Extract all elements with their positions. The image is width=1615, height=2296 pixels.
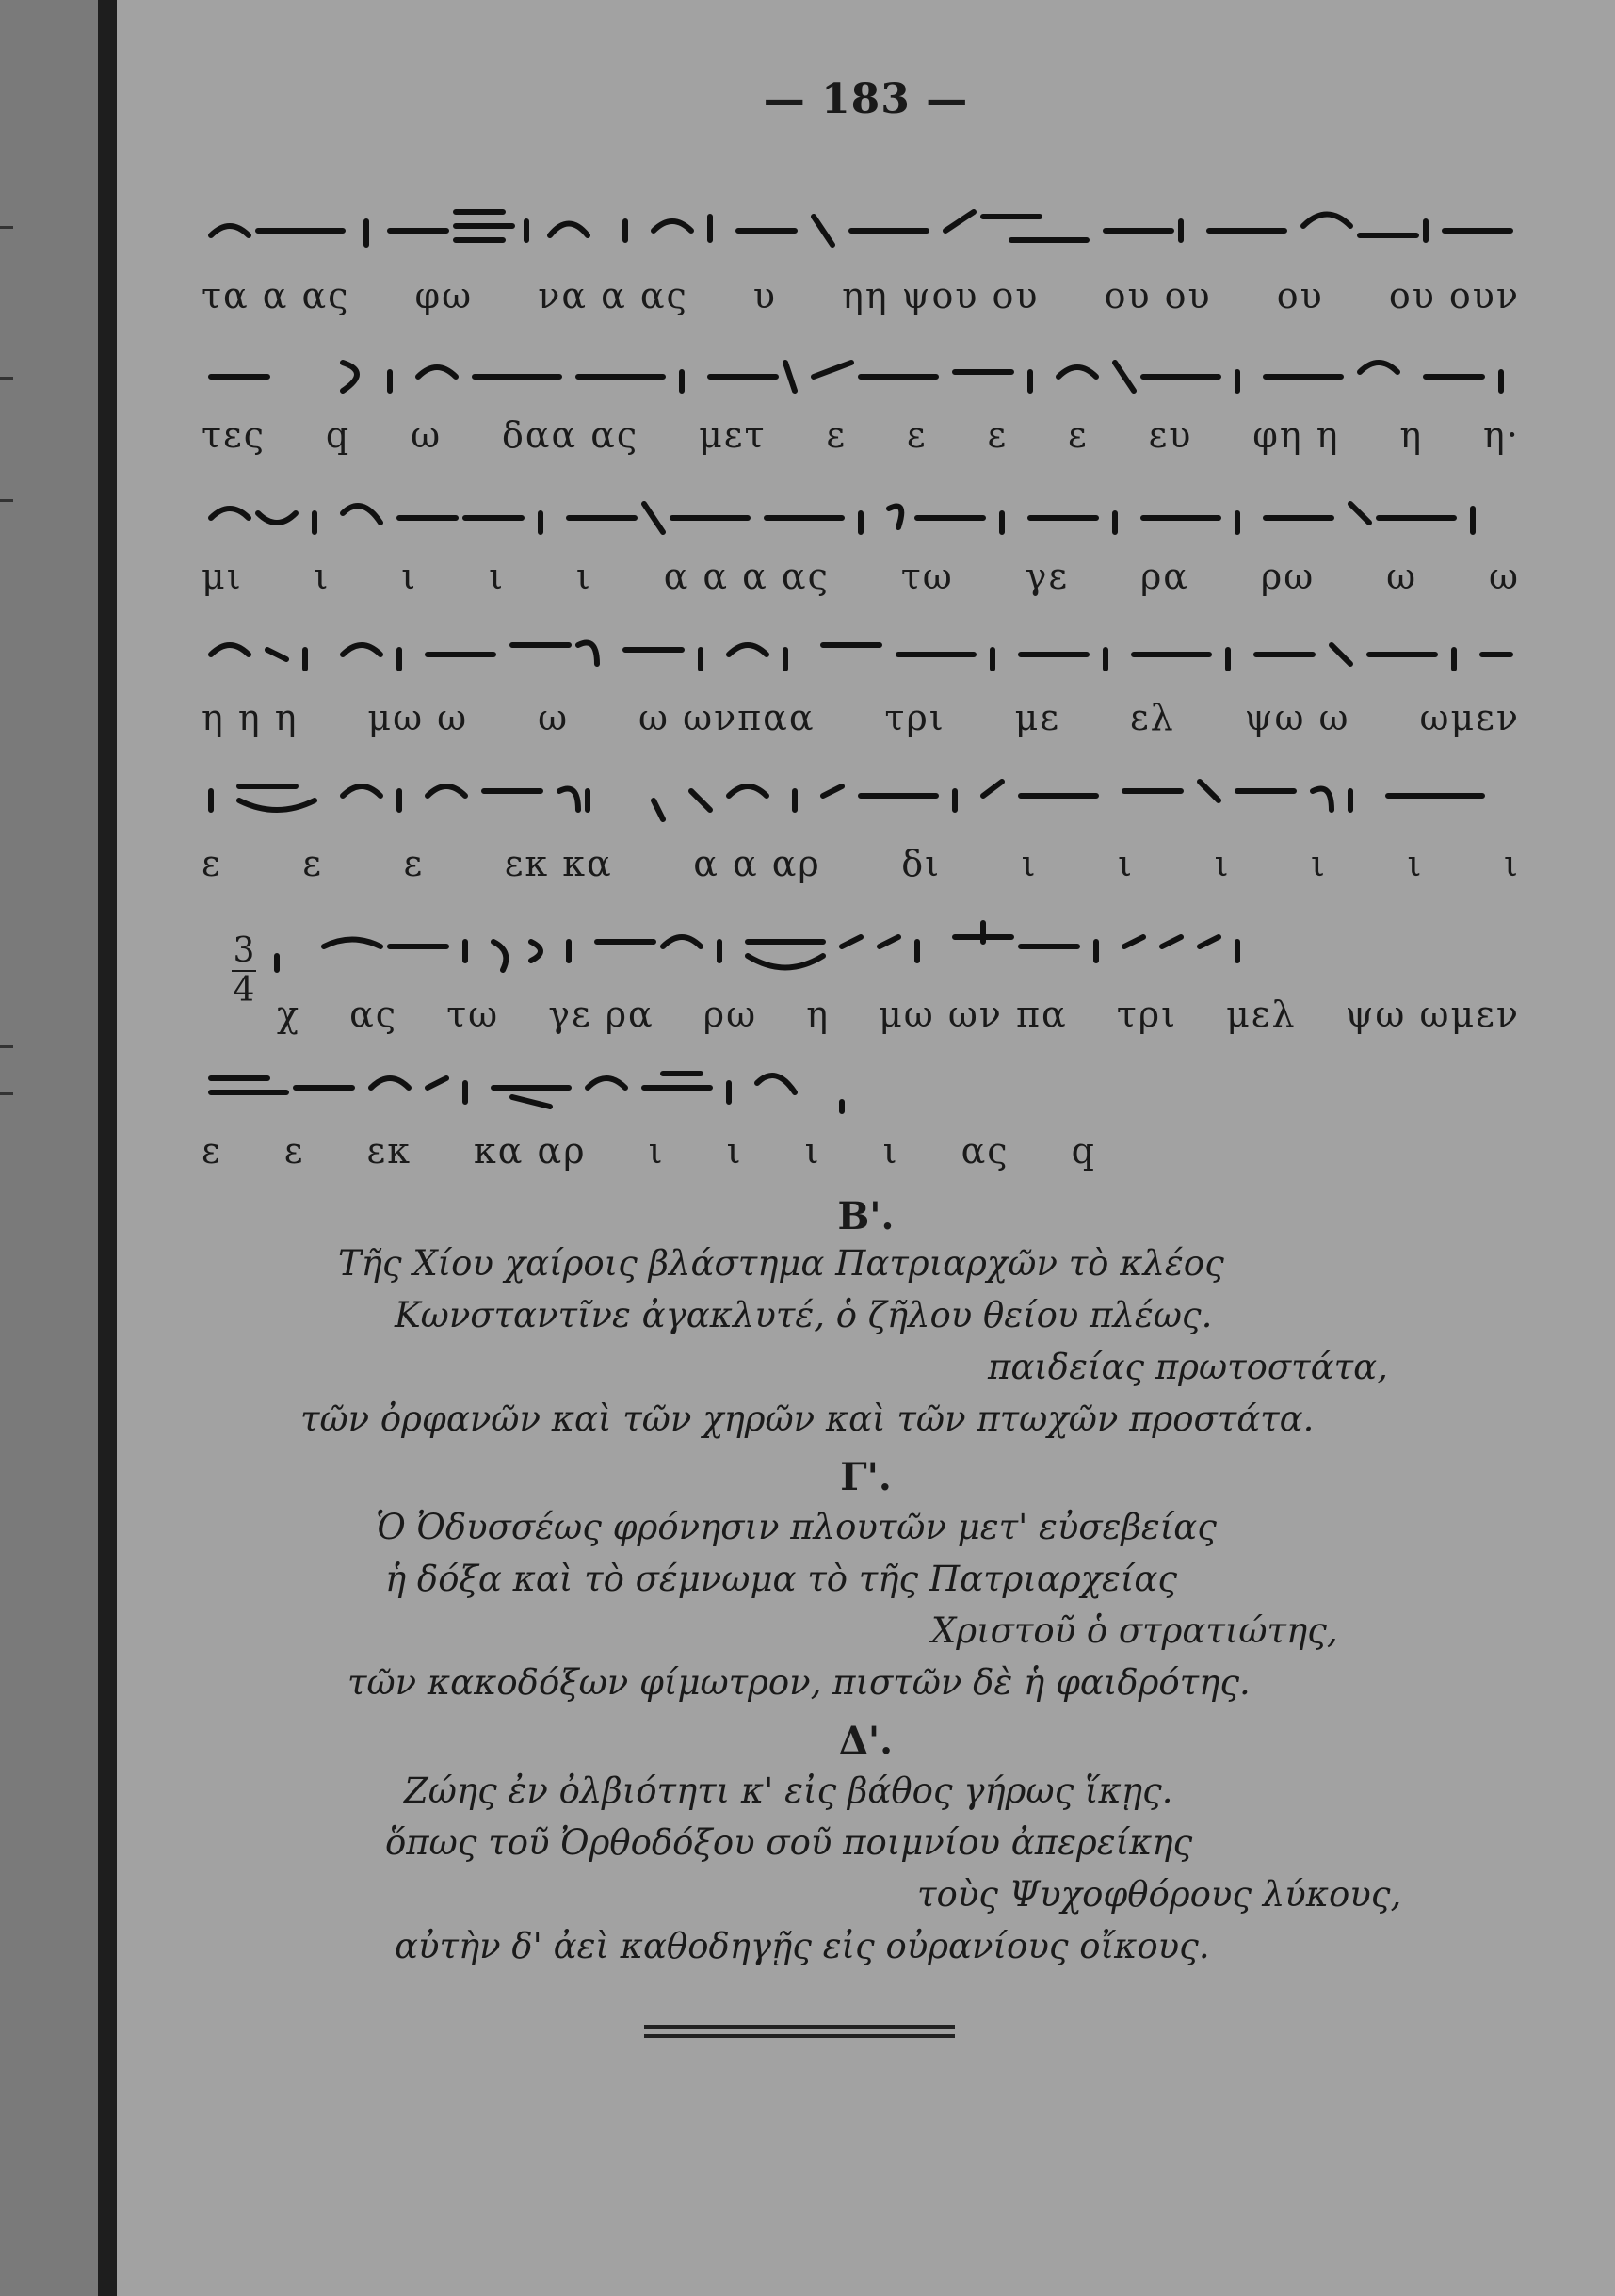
lyric-line [202,843,1520,886]
syllable: η [806,994,830,1035]
syllable: q [325,414,351,456]
stanza-heading: Γ'. [840,1455,892,1499]
syllable: ι [401,556,418,597]
syllable: η [1399,414,1424,456]
neume-line [202,612,1520,687]
syllable: δι [901,843,942,884]
syllable: ι [489,556,505,597]
closing-rule [644,2025,955,2029]
adjacent-page-margin [0,0,99,2296]
syllable: ι [1021,843,1038,884]
syllable: ω [1488,556,1520,597]
syllable: ι [1311,843,1327,884]
syllable: ω [411,414,443,456]
syllable: ε [906,414,928,456]
time-signature-numerator: 3 [233,931,255,970]
neume-line [202,188,1520,264]
verse-line: Χριστοῦ ὁ στρατιώτης, [931,1610,1338,1651]
syllable: ε [987,414,1009,456]
verse-line: παιδείας πρωτοστάτα, [988,1347,1388,1387]
syllable: να α ας [538,275,688,316]
syllable: ψω ωμεν [1345,994,1520,1035]
syllable: τω [900,556,954,597]
syllable: τρι [884,697,945,738]
neume-line [202,476,1520,551]
syllable: α α αρ [693,843,821,884]
lyric-line [202,414,1520,458]
syllable: ου ου [1104,275,1212,316]
syllable: ου ουν [1388,275,1520,316]
syllable: ρω [1260,556,1316,597]
syllable: ι [314,556,331,597]
verse-line: Τῆς Χίου χαίροις βλάστημα Πατριαρχῶν τὸ κλέος [338,1243,1224,1284]
verse-line: τῶν ὀρφανῶν καὶ τῶν χηρῶν καὶ τῶν πτωχῶν προστάτα. [300,1399,1315,1439]
syllable: ι [804,1130,821,1172]
lyric-line [277,994,1520,1037]
syllable: ι [726,1130,743,1172]
syllable: η· [1483,414,1520,456]
margin-mark [0,499,13,502]
verse-line: Ὁ Ὀδυσσέως φρόνησιν πλουτῶν μετ' εὐσεβείας [376,1507,1217,1547]
closing-rule [644,2034,955,2038]
margin-mark [0,377,13,380]
syllable: ε [403,843,425,884]
syllable: φη η [1252,414,1340,456]
syllable: q [1071,1130,1096,1172]
lyric-line [202,275,1520,318]
syllable: μετ [699,414,767,456]
syllable: με [1014,697,1061,738]
syllable: εκ [366,1130,412,1172]
syllable: ω [538,697,570,738]
lyric-line [202,1130,1096,1173]
syllable: μι [202,556,243,597]
page-number: — 183 — [763,75,969,123]
syllable: τρι [1116,994,1177,1035]
syllable: ι [648,1130,665,1172]
lyric-line [202,697,1520,740]
syllable: μω ω [367,697,469,738]
syllable: φω [414,275,474,316]
syllable: ε [202,1130,222,1172]
syllable: ρα [1139,556,1189,597]
syllable: ι [1118,843,1135,884]
verse-line: Κωνσταντῖνε ἀγακλυτέ, ὁ ζῆλου θείου πλέως. [395,1295,1213,1335]
syllable: τες [202,414,266,456]
neume-line [202,904,1520,979]
syllable: ας [961,1130,1009,1172]
verse-line: Ζώης ἐν ὀλβιότητι κ' εἰς βάθος γήρως ἵκῃς. [404,1771,1173,1811]
syllable: ω ωνπαα [638,697,816,738]
syllable: εκ κα [504,843,613,884]
stanza-heading: Δ'. [838,1719,894,1763]
syllable: η η η [202,697,299,738]
syllable: ω [1386,556,1418,597]
syllable: μελ [1226,994,1297,1035]
syllable: μω ων πα [879,994,1068,1035]
syllable: γε [1025,556,1070,597]
lyric-line [202,556,1520,599]
book-spine [98,0,117,2296]
syllable: ρω [703,994,758,1035]
syllable: ου [1276,275,1324,316]
syllable: ευ [1148,414,1193,456]
verse-line: ἡ δόξα καὶ τὸ σέμνωμα τὸ τῆς Πατριαρχείας [385,1559,1178,1599]
syllable: ωμεν [1419,697,1520,738]
syllable: κα αρ [474,1130,587,1172]
syllable: ε [302,843,323,884]
syllable: τα α ας [202,275,350,316]
syllable: ε [1068,414,1089,456]
margin-mark [0,1045,13,1048]
syllable: ι [1503,843,1520,884]
syllable: ηη ψου ου [842,275,1040,316]
verse-line: αὐτὴν δ' ἀεὶ καθοδηγῇς εἰς οὐρανίους οἴκους. [395,1926,1210,1966]
neume-line [202,334,1520,410]
syllable: ε [283,1130,305,1172]
syllable: ι [1407,843,1424,884]
verse-line: ὅπως τοῦ Ὀρθοδόξου σοῦ ποιμνίου ἀπερείκης [385,1822,1193,1863]
syllable: ι [1214,843,1231,884]
margin-mark [0,226,13,229]
syllable: α α α ας [663,556,830,597]
syllable: χ [277,994,301,1035]
margin-mark [0,1092,13,1095]
verse-line: τοὺς Ψυχοφθόρους λύκους, [917,1874,1402,1915]
syllable: υ [752,275,777,316]
verse-line: τῶν κακοδόξων φίμωτρον, πιστῶν δὲ ἡ φαιδρότης. [347,1662,1251,1703]
time-signature-denominator: 4 [233,971,255,1010]
syllable: ας [349,994,398,1035]
syllable: ελ [1129,697,1175,738]
syllable: δαα ας [501,414,639,456]
syllable: ε [826,414,848,456]
stanza-heading: Β'. [837,1194,895,1238]
syllable: ι [882,1130,899,1172]
neume-line [202,753,1520,829]
syllable: ε [202,843,222,884]
neume-line [202,1045,1143,1121]
syllable: ι [575,556,592,597]
syllable: τω [446,994,500,1035]
book-page [117,0,1615,2296]
syllable: γε ρα [548,994,654,1035]
syllable: ψω ω [1244,697,1350,738]
